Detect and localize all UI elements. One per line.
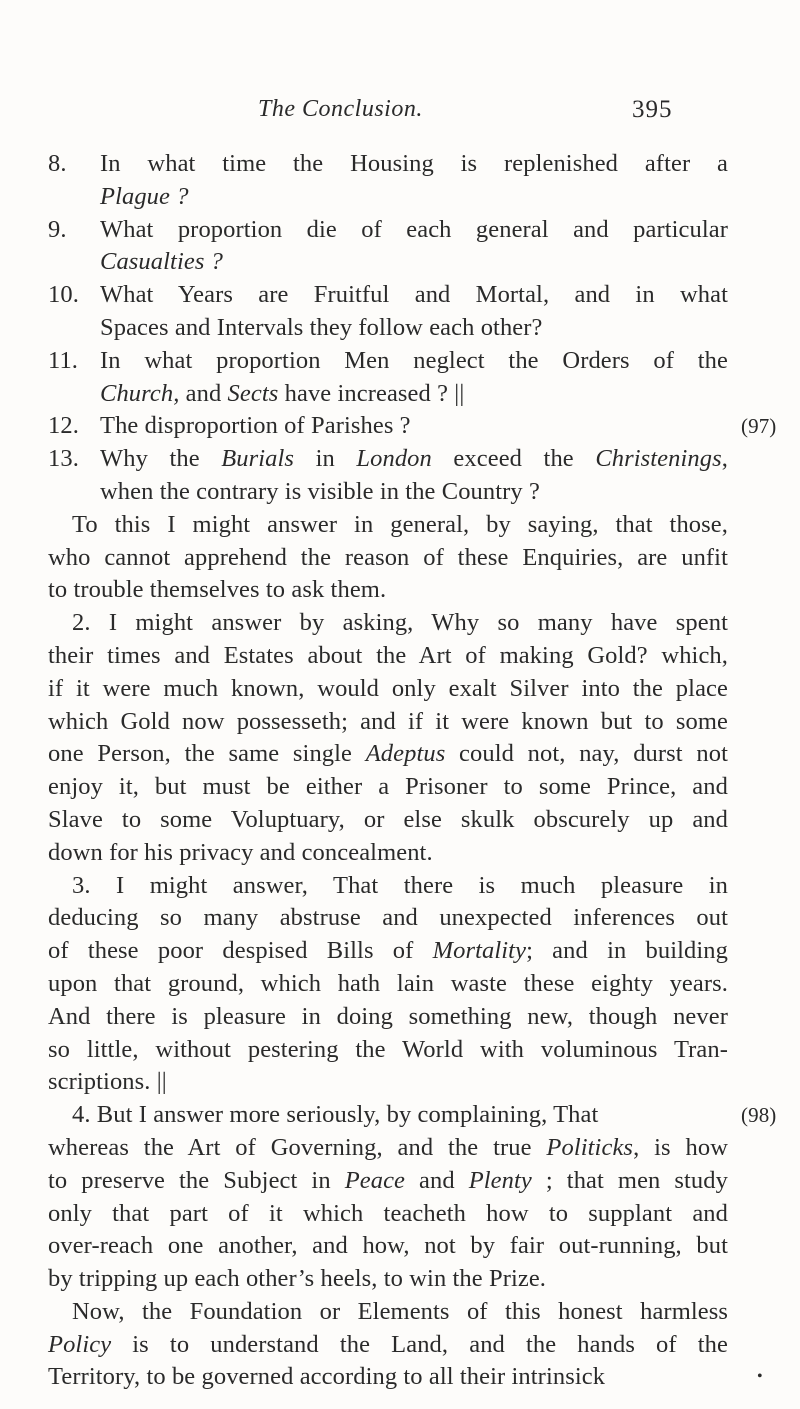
item-text: What proportion die of each general and particular	[100, 215, 728, 243]
page-number: 395	[632, 96, 673, 123]
paragraph-line: by tripping up each other’s heels, to win the Prize.	[48, 1265, 547, 1293]
text-run: and	[179, 379, 228, 407]
list-item-13	[48, 443, 728, 476]
paragraph-line: only that part of it which teacheth how to supplant and	[48, 1199, 728, 1227]
text-run: of these poor despised Bills of	[48, 937, 433, 965]
item-number: 13.	[48, 445, 79, 473]
text-run: whereas the Art of Governing, and the true	[48, 1133, 547, 1161]
text-run: is to understand the Land, and the hands of the	[111, 1330, 728, 1358]
text-run: to preserve the Subject in	[48, 1166, 345, 1194]
text-run: exceed the	[431, 445, 596, 473]
paragraph-line: 2. I might answer by asking, Why so many have spent	[72, 609, 728, 637]
italic-term: Casualties ?	[100, 248, 224, 276]
italic-term: London	[356, 445, 432, 473]
paragraph-line: to trouble themselves to ask them.	[48, 576, 387, 604]
list-item-11-cont	[48, 378, 728, 411]
running-head	[0, 96, 800, 136]
italic-term: Plague ?	[100, 182, 189, 210]
paragraph-line: Now, the Foundation or Elements of this honest harmless	[72, 1297, 728, 1325]
paragraph-line: over-reach one another, and how, not by fair out-running, but	[48, 1232, 728, 1260]
paragraph-line: And there is pleasure in doing something new, though never	[48, 1002, 728, 1030]
text-run: Why the	[100, 445, 222, 473]
paragraph-line: enjoy it, but must be either a Prisoner to some Prince, and	[48, 773, 728, 801]
paragraph-line: down for his privacy and concealment.	[48, 838, 433, 866]
italic-term: Peace	[344, 1166, 406, 1194]
text-run: Territory, to be governed according to all their intrinsick	[48, 1363, 606, 1391]
paragraph-line	[48, 1165, 728, 1198]
list-item-12	[48, 410, 777, 443]
italic-term: Policy	[48, 1330, 112, 1358]
list-item-10	[48, 279, 728, 312]
italic-term: Mortality	[432, 937, 527, 965]
margin-bullet: •	[757, 1368, 763, 1386]
list-item-11	[48, 345, 728, 378]
text-run: have increased ? ||	[278, 379, 465, 407]
item-text: Spaces and Intervals they follow each other?	[100, 313, 543, 341]
italic-term: Politicks	[546, 1133, 634, 1161]
italic-term: Christenings	[595, 445, 722, 473]
paragraph-line: 3. I might answer, That there is much pleasure in	[72, 871, 728, 899]
paragraph-line: Slave to some Voluptuary, or else skulk obscurely up and	[48, 805, 728, 833]
text-run: one Person, the same single	[48, 740, 366, 768]
paragraph-line: so little, without pestering the World with voluminous Tran-	[48, 1035, 728, 1063]
paragraph-line	[48, 1099, 777, 1132]
item-text: when the contrary is visible in the Country ?	[100, 477, 540, 505]
item-text: In what proportion Men neglect the Orders of the	[100, 346, 728, 374]
text-run: could not, nay, durst not	[445, 740, 728, 768]
paragraph-line: deducing so many abstruse and unexpected inferences out	[48, 904, 728, 932]
paragraph-line	[48, 935, 728, 968]
text-run: and	[405, 1166, 469, 1194]
item-number: 12.	[48, 412, 79, 440]
item-number: 9.	[48, 215, 67, 243]
text-run: 4. But I answer more seriously, by complaining, That	[72, 1101, 599, 1129]
margin-note-98: (98)	[741, 1103, 777, 1128]
item-text: The disproportion of Parishes ?	[100, 412, 411, 440]
list-item-8-cont	[48, 181, 728, 214]
paragraph-line	[48, 738, 728, 771]
text-run: ; and in building	[526, 937, 729, 965]
italic-term: Plenty	[468, 1166, 532, 1194]
paragraph-line: To this I might answer in general, by saying, that those,	[72, 510, 728, 538]
running-title: The Conclusion.	[258, 96, 423, 122]
italic-term: Church,	[100, 379, 180, 407]
list-item-10-cont	[48, 312, 728, 345]
paragraph-line: who cannot apprehend the reason of these Enquiries, are unfit	[48, 543, 728, 571]
paragraph-line: which Gold now possesseth; and if it were known but to some	[48, 707, 728, 735]
paragraph-line: their times and Estates about the Art of making Gold? which,	[48, 641, 728, 669]
margin-note-97: (97)	[741, 414, 777, 439]
text-run: , is how	[633, 1133, 728, 1161]
item-number: 10.	[48, 281, 79, 309]
page-body	[48, 148, 777, 1394]
item-text: In what time the Housing is replenished after a	[100, 150, 728, 177]
italic-term: Sects	[227, 379, 279, 407]
text-run: in	[294, 445, 357, 473]
paragraph-line: scriptions. ||	[48, 1068, 167, 1096]
item-text: What Years are Fruitful and Mortal, and in what	[100, 281, 728, 309]
italic-term: Adeptus	[365, 740, 446, 768]
italic-term: Burials	[221, 445, 295, 473]
list-item-9-cont	[48, 246, 728, 279]
list-item-13-cont	[48, 476, 728, 509]
paragraph-line: if it were much known, would only exalt Silver into the place	[48, 674, 728, 702]
paragraph-line	[48, 1361, 763, 1394]
text-run: ; that men study	[531, 1166, 728, 1194]
item-number: 11.	[48, 346, 79, 374]
list-item-8	[48, 148, 728, 181]
list-item-9	[48, 214, 728, 247]
item-number: 8.	[48, 150, 67, 177]
text-run: ,	[721, 445, 728, 473]
paragraph-line	[48, 1132, 728, 1165]
paragraph-line	[48, 1329, 728, 1362]
paragraph-line: upon that ground, which hath lain waste these eighty years.	[48, 969, 728, 997]
